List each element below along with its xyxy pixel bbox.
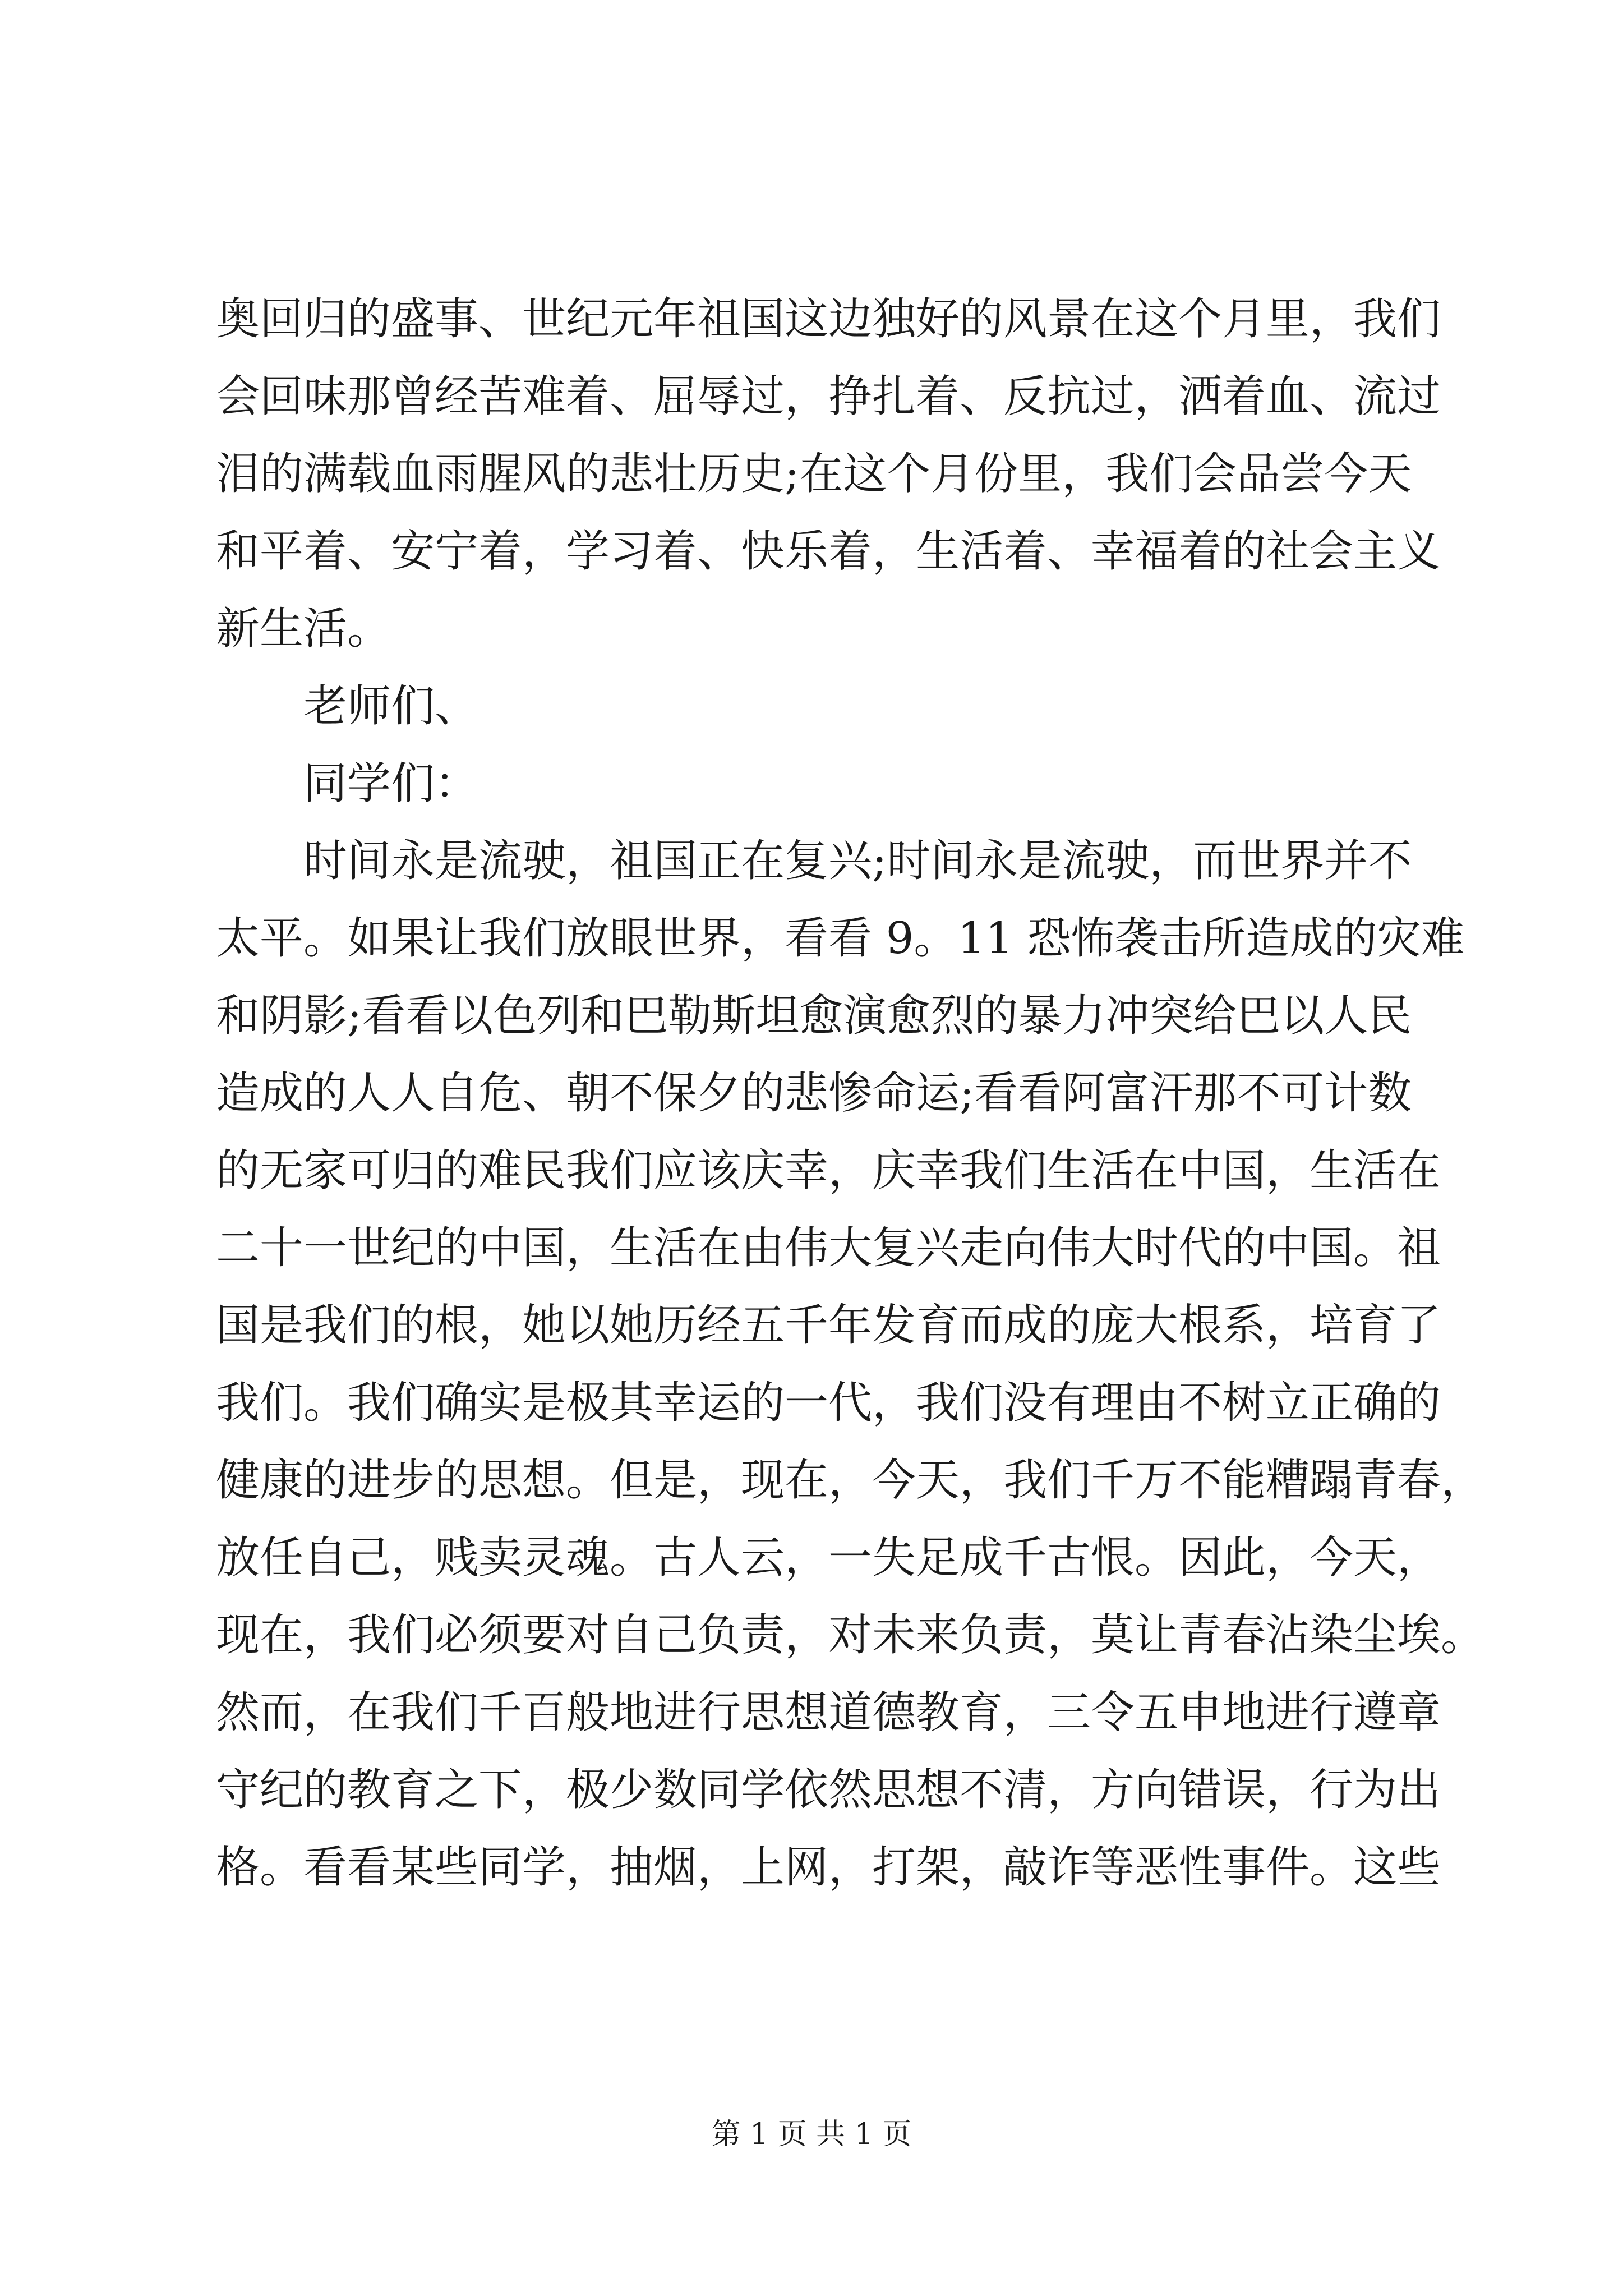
- text-line: 二十一世纪的中国，生活在由伟大复兴走向伟大时代的中国。祖: [216, 1223, 1441, 1273]
- text-line: 和平着、安宁着，学习着、快乐着，生活着、幸福着的社会主义: [216, 526, 1441, 577]
- page-footer: 第 1 页 共 1 页: [711, 2118, 912, 2151]
- text-line: 会回味那曾经苦难着、屈辱过，挣扎着、反抗过，洒着血、流过: [216, 371, 1441, 422]
- text-line: 太平。如果让我们放眼世界，看看 9。11 恐怖袭击所造成的灾难: [216, 913, 1465, 964]
- text-line: 老师们、: [303, 681, 479, 731]
- text-line: 和阴影;看看以色列和巴勒斯坦愈演愈烈的暴力冲突给巴以人民: [216, 991, 1412, 1041]
- body-text: [216, 280, 1485, 1906]
- text-line: 造成的人人自危、朝不保夕的悲惨命运;看看阿富汗那不可计数: [216, 1068, 1412, 1119]
- text-line: 奥回归的盛事、世纪元年祖国这边独好的风景在这个月里，我们: [216, 294, 1441, 344]
- text-line: 然而，在我们千百般地进行思想道德教育，三令五申地进行遵章: [216, 1687, 1441, 1738]
- text-line: 国是我们的根，她以她历经五千年发育而成的庞大根系，培育了: [216, 1300, 1441, 1351]
- text-line: 同学们：: [303, 758, 479, 809]
- text-line: 时间永是流驶，祖国正在复兴;时间永是流驶，而世界并不: [303, 836, 1412, 886]
- text-line: 健康的进步的思想。但是，现在，今天，我们千万不能糟蹋青春，: [216, 1455, 1485, 1506]
- text-line: 现在，我们必须要对自己负责，对未来负责，莫让青春沾染尘埃。: [216, 1610, 1485, 1660]
- text-line: 的无家可归的难民我们应该庆幸，庆幸我们生活在中国，生活在: [216, 1145, 1441, 1196]
- text-line: 守纪的教育之下，极少数同学依然思想不清，方向错误，行为出: [216, 1765, 1441, 1815]
- text-line: 我们。我们确实是极其幸运的一代，我们没有理由不树立正确的: [216, 1378, 1441, 1428]
- text-line: 格。看看某些同学，抽烟，上网，打架，敲诈等恶性事件。这些: [216, 1842, 1441, 1893]
- text-line: 新生活。: [216, 604, 391, 654]
- text-line: 泪的满载血雨腥风的悲壮历史;在这个月份里，我们会品尝今天: [216, 449, 1412, 499]
- text-line: 放任自己，贱卖灵魂。古人云，一失足成千古恨。因此，今天，: [216, 1533, 1441, 1583]
